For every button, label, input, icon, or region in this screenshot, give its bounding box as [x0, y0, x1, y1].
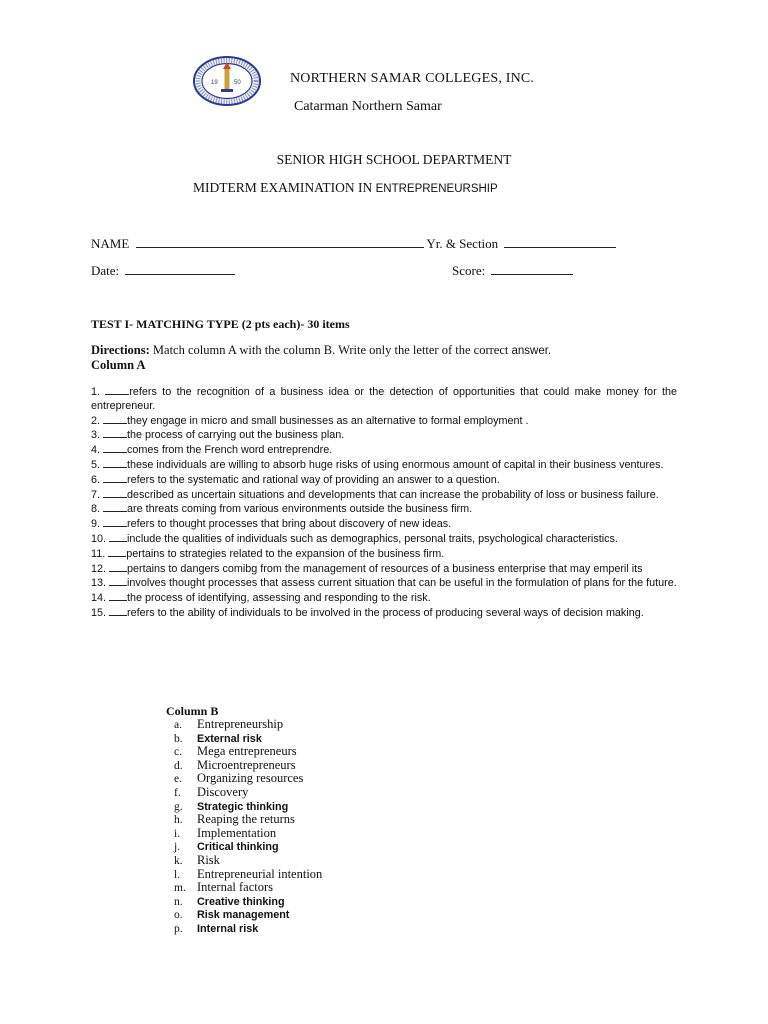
- score-blank[interactable]: [491, 263, 573, 275]
- svg-text:19: 19: [211, 80, 218, 86]
- column-a-questions: [91, 385, 677, 621]
- choice-letter: d.: [174, 759, 183, 772]
- question-text: refers to thought processes that bring about discovery of new ideas.: [127, 518, 452, 531]
- choice-letter: b.: [174, 732, 183, 745]
- choice-text: Critical thinking: [197, 841, 279, 854]
- question-number: 9.: [91, 518, 104, 531]
- question-text: they engage in micro and small businesses as an alternative to formal employment .: [127, 414, 529, 427]
- question-item: [91, 576, 677, 591]
- choice-item: [174, 771, 322, 785]
- question-text: pertains to dangers comibg from the management of resources of a business enterprise that may emperil its: [127, 562, 643, 575]
- school-seal-logo: [193, 56, 261, 106]
- choice-item: [174, 785, 322, 799]
- question-item: [91, 443, 677, 458]
- question-number: 8.: [91, 503, 104, 516]
- question-text: refers to the ability of individuals to be involved in the process of producing several ways of decision making.: [127, 606, 644, 619]
- question-item: [91, 606, 677, 621]
- choice-text: Internal risk: [197, 922, 259, 935]
- choice-letter: l.: [174, 868, 181, 881]
- school-address: Catarman Northern Samar: [294, 99, 442, 114]
- question-text: are threats coming from various environments outside the business firm.: [127, 503, 473, 516]
- choice-text: Microentrepreneurs: [197, 757, 296, 772]
- choice-letter: p.: [174, 922, 183, 935]
- choice-item: [174, 907, 322, 921]
- directions: [91, 343, 551, 358]
- question-item: [91, 473, 677, 488]
- answer-blank[interactable]: [109, 606, 127, 616]
- choice-text: Entrepreneurial intention: [197, 866, 323, 881]
- name-field[interactable]: [91, 236, 616, 252]
- choice-text: Risk management: [197, 909, 290, 922]
- choice-text: External risk: [197, 732, 262, 745]
- question-text: refers to the recognition of a business idea or the detection of opportunities that could make money for the entrepreneur.: [91, 386, 677, 412]
- score-label: Score:: [452, 263, 486, 278]
- answer-blank[interactable]: [109, 576, 127, 586]
- question-number: 13.: [91, 577, 110, 590]
- department-heading: SENIOR HIGH SCHOOL DEPARTMENT: [276, 152, 512, 167]
- choice-text: Strategic thinking: [197, 800, 289, 813]
- school-name: NORTHERN SAMAR COLLEGES, INC.: [290, 71, 535, 86]
- question-item: [91, 547, 677, 562]
- choice-text: Creative thinking: [197, 895, 285, 908]
- question-number: 3.: [91, 429, 104, 442]
- answer-blank[interactable]: [109, 562, 127, 572]
- question-item: [91, 562, 677, 577]
- choice-item: [174, 867, 322, 881]
- year-section-blank[interactable]: [504, 236, 616, 248]
- question-number: 7.: [91, 488, 104, 501]
- choice-text: Entrepreneurship: [197, 717, 284, 731]
- question-item: [91, 532, 677, 547]
- question-text: these individuals are willing to absorb huge risks of using enormous amount of capital in their business ventures.: [127, 458, 664, 471]
- question-item: [91, 488, 677, 503]
- choice-text: Internal factors: [197, 880, 274, 895]
- name-blank[interactable]: [136, 236, 424, 248]
- question-number: 4.: [91, 444, 104, 457]
- choice-item: [174, 839, 322, 853]
- choice-text: Mega entrepreneurs: [197, 744, 297, 759]
- question-item: [91, 428, 677, 443]
- choice-text: Reaping the returns: [197, 812, 295, 827]
- answer-blank[interactable]: [109, 532, 127, 542]
- column-a-label: Column A: [91, 358, 146, 372]
- question-number: 6.: [91, 473, 104, 486]
- choice-item: [174, 799, 322, 813]
- answer-blank[interactable]: [103, 443, 127, 453]
- choice-letter: c.: [174, 746, 182, 759]
- exam-title-subject: ENTREPRENEURSHIP: [375, 183, 498, 195]
- svg-text:50: 50: [234, 80, 241, 86]
- question-item: [91, 414, 677, 429]
- answer-blank[interactable]: [103, 517, 127, 527]
- question-number: 12.: [91, 562, 110, 575]
- question-item: [91, 458, 677, 473]
- answer-blank[interactable]: [103, 458, 127, 468]
- answer-blank[interactable]: [103, 502, 127, 512]
- column-b-label: Column B: [166, 704, 219, 718]
- question-item: [91, 591, 677, 606]
- choice-letter: g.: [174, 800, 183, 813]
- question-item: [91, 517, 677, 532]
- date-label: Date:: [91, 263, 120, 278]
- test-title: TEST I- MATCHING TYPE (2 pts each)- 30 items: [91, 317, 350, 331]
- choice-item: [174, 826, 322, 840]
- choice-item: [174, 853, 322, 867]
- question-number: 14.: [91, 592, 110, 605]
- question-text: the process of identifying, assessing and responding to the risk.: [127, 592, 431, 605]
- question-number: 10.: [91, 532, 110, 545]
- choice-letter: k.: [174, 854, 183, 867]
- choice-letter: m.: [174, 882, 186, 895]
- choice-text: Organizing resources: [197, 771, 304, 786]
- choice-text: Discovery: [197, 784, 249, 799]
- answer-blank[interactable]: [103, 488, 127, 498]
- answer-blank[interactable]: [103, 473, 127, 483]
- choice-item: [174, 717, 322, 731]
- question-text: the process of carrying out the business plan.: [127, 429, 345, 442]
- directions-label: Directions:: [91, 343, 150, 357]
- choice-item: [174, 731, 322, 745]
- answer-blank[interactable]: [109, 591, 127, 601]
- choice-letter: f.: [174, 786, 181, 799]
- question-text: involves thought processes that assess current situation that can be useful in the formulation of plans for the future.: [127, 577, 677, 590]
- choice-text: Implementation: [197, 825, 277, 840]
- question-item: [91, 385, 677, 414]
- choice-letter: o.: [174, 909, 183, 922]
- answer-blank[interactable]: [105, 385, 129, 395]
- question-number: 11.: [91, 547, 109, 560]
- choice-item: [174, 744, 322, 758]
- question-text: pertains to strategies related to the expansion of the business firm.: [126, 547, 445, 560]
- date-field[interactable]: [91, 263, 235, 279]
- choice-letter: n.: [174, 895, 183, 908]
- question-number: 5.: [91, 458, 104, 471]
- column-b-choices: [174, 717, 322, 935]
- question-item: [91, 502, 677, 517]
- choice-item: [174, 921, 322, 935]
- question-text: refers to the systematic and rational way of providing an answer to a question.: [127, 473, 500, 486]
- answer-blank[interactable]: [103, 428, 127, 438]
- choice-letter: a.: [174, 719, 182, 731]
- answer-blank[interactable]: [103, 414, 127, 424]
- year-section-label: Yr. & Section: [426, 236, 499, 251]
- choice-letter: i.: [174, 827, 181, 840]
- date-blank[interactable]: [125, 263, 235, 275]
- directions-end: answer.: [511, 345, 552, 357]
- question-number: 2.: [91, 414, 104, 427]
- choice-letter: e.: [174, 773, 182, 786]
- question-number: 15.: [91, 606, 110, 619]
- question-text: include the qualities of individuals such as demographics, personal traits, psychological characteristics.: [127, 532, 618, 545]
- exam-title-main: MIDTERM EXAMINATION IN: [193, 180, 373, 195]
- choice-item: [174, 812, 322, 826]
- name-label: NAME: [91, 236, 130, 251]
- choice-letter: j.: [174, 841, 181, 854]
- question-text: described as uncertain situations and developments that can increase the probability of loss or business failure.: [127, 488, 659, 501]
- score-field[interactable]: [452, 263, 573, 279]
- exam-title: [193, 180, 498, 196]
- answer-blank[interactable]: [108, 547, 126, 557]
- directions-text: Match column A with the column B. Write only the letter of the correct: [152, 343, 509, 357]
- choice-item: [174, 880, 322, 894]
- question-number: 1.: [91, 386, 106, 398]
- choice-item: [174, 758, 322, 772]
- question-text: comes from the French word entreprendre.: [127, 444, 333, 457]
- choice-letter: h.: [174, 814, 183, 827]
- choice-item: [174, 894, 322, 908]
- choice-text: Risk: [197, 852, 220, 867]
